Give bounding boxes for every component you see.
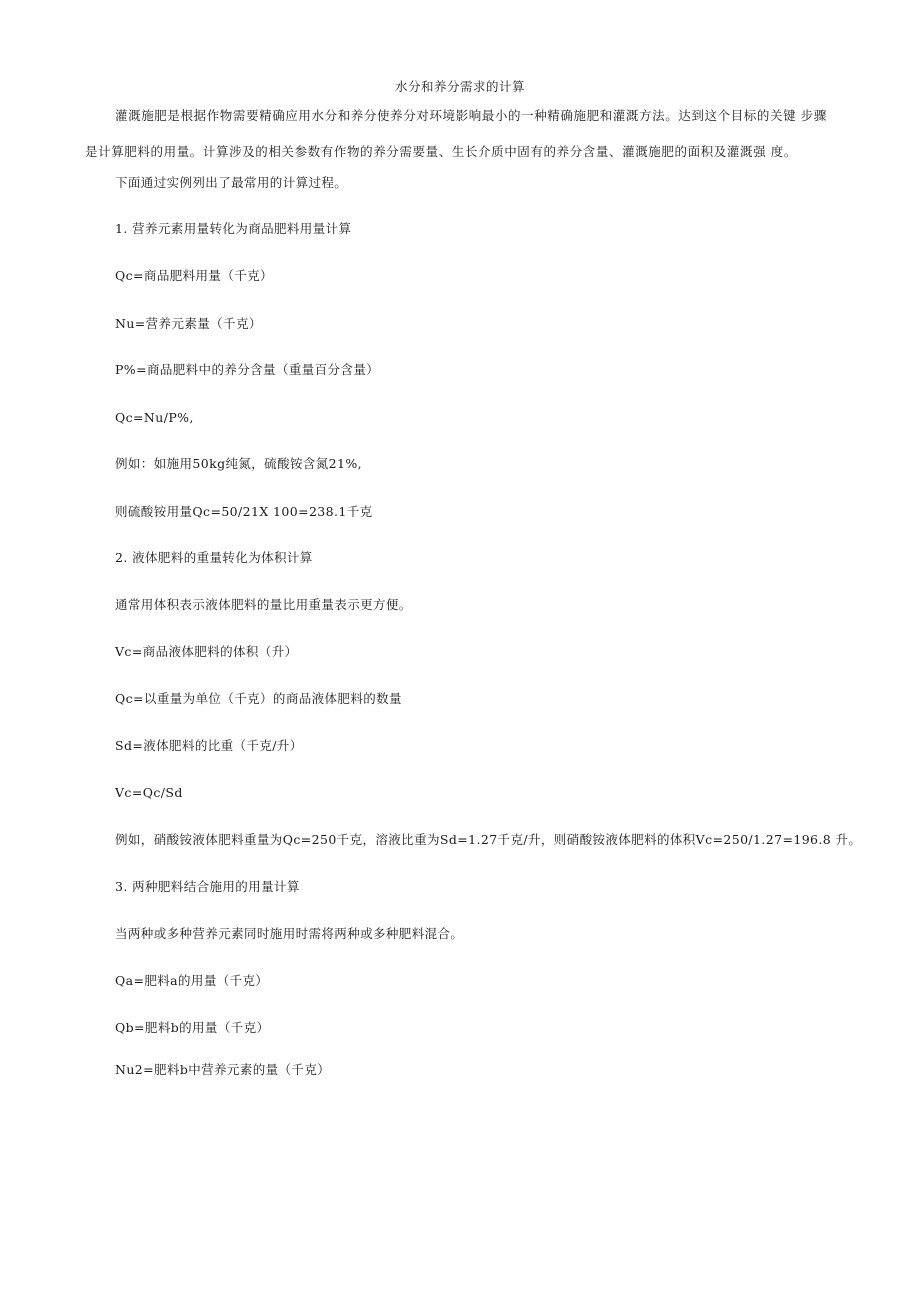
definition-vc: Vc=商品液体肥料的体积（升） [115, 644, 298, 659]
definition-qc: Qc=商品肥料用量（千克） [115, 268, 273, 283]
definition-qa: Qa=肥料a的用量（千克） [115, 973, 269, 988]
section-heading-2: 2. 液体肥料的重量转化为体积计算 [115, 550, 313, 565]
formula-vc: Vc=Qc/Sd [115, 785, 183, 800]
definition-nu: Nu=营养元素量（千克） [115, 316, 262, 331]
example-1: 例如：如施用50kg纯氮，硫酸铵含氮21%, [115, 456, 363, 471]
section-heading-3: 3. 两种肥料结合施用的用量计算 [115, 879, 300, 894]
paragraph-examples-intro: 下面通过实例列出了最常用的计算过程。 [115, 175, 348, 190]
paragraph-mixing-note: 当两种或多种营养元素同时施用时需将两种或多种肥料混合。 [115, 926, 464, 941]
definition-qb: Qb=肥料b的用量（千克） [115, 1020, 270, 1035]
definition-nu2: Nu2=肥料b中营养元素的量（千克） [115, 1062, 331, 1077]
section-heading-1: 1. 营养元素用量转化为商品肥料用量计算 [115, 221, 352, 236]
definition-sd: Sd=液体肥料的比重（千克/升） [115, 738, 303, 753]
intro-paragraph: 灌溉施肥是根据作物需要精确应用水分和养分使养分对环境影响最小的一种精确施肥和灌溉方法。达到这个目标的关键 步骤是计算肥料的用量。计算涉及的相关参数有作物的养分需要量、生长介质中固有的养分含量、灌溉施肥的面积及灌溉强 度。 [85, 108, 827, 159]
formula-qc: Qc=Nu/P%, [115, 410, 194, 425]
definition-qc-liquid: Qc=以重量为单位（千克）的商品液体肥料的数量 [115, 691, 402, 706]
example-1-result: 则硫酸铵用量Qc=50/21X 100=238.1千克 [115, 504, 373, 519]
document-title: 水分和养分需求的计算 [394, 79, 525, 94]
example-2: 例如，硝酸铵液体肥料重量为Qc=250千克，溶液比重为Sd=1.27千克/升，则硝酸铵液体肥料的体积Vc=250/1.27=196.8 升。 [115, 832, 862, 847]
paragraph-volume-note: 通常用体积表示液体肥料的量比用重量表示更方便。 [115, 597, 412, 612]
definition-p-percent: P%=商品肥料中的养分含量（重量百分含量） [115, 362, 380, 377]
